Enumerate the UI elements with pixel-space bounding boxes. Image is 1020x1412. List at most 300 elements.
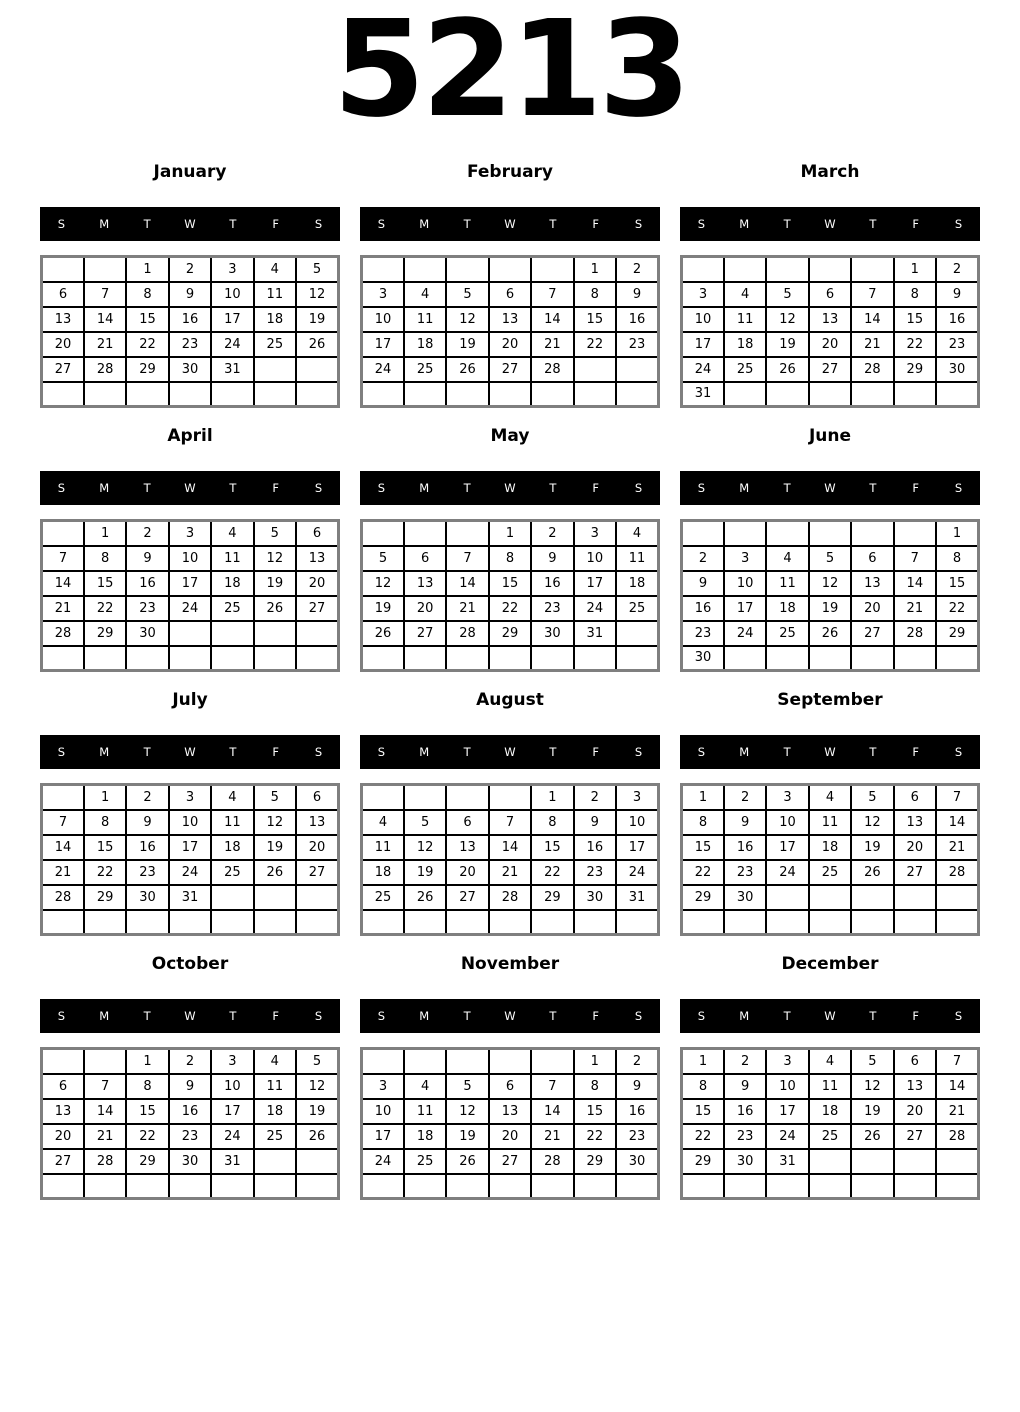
day-cell: 17	[362, 332, 404, 357]
empty-day-cell	[296, 1174, 338, 1199]
day-cell: 11	[254, 282, 296, 307]
day-cell: 7	[446, 546, 488, 571]
weekday-label: T	[143, 481, 151, 495]
day-cell: 27	[42, 1149, 84, 1174]
weekday-header	[40, 207, 340, 241]
week-row	[362, 521, 659, 546]
empty-day-cell	[894, 521, 936, 546]
empty-day-cell	[894, 885, 936, 910]
week-row	[42, 1074, 339, 1099]
weekday-label: T	[869, 217, 877, 231]
day-cell: 3	[362, 282, 404, 307]
day-cell: 26	[254, 860, 296, 885]
day-cell: 15	[489, 571, 531, 596]
day-cell: 8	[531, 810, 573, 835]
day-cell: 9	[682, 571, 724, 596]
week-row	[682, 885, 979, 910]
day-cell: 5	[296, 1049, 338, 1074]
month-block	[680, 162, 980, 408]
day-cell: 27	[851, 621, 893, 646]
day-cell: 23	[724, 1124, 766, 1149]
day-cell: 6	[809, 282, 851, 307]
day-cell: 4	[362, 810, 404, 835]
empty-day-cell	[809, 257, 851, 282]
week-row	[42, 910, 339, 935]
empty-day-cell	[894, 382, 936, 407]
empty-day-cell	[851, 646, 893, 671]
month-block	[40, 162, 340, 408]
empty-day-cell	[169, 1174, 211, 1199]
day-grid	[360, 783, 660, 936]
empty-day-cell	[809, 521, 851, 546]
empty-day-cell	[296, 646, 338, 671]
day-cell: 14	[894, 571, 936, 596]
day-cell: 27	[489, 357, 531, 382]
empty-day-cell	[682, 1174, 724, 1199]
day-cell: 25	[809, 860, 851, 885]
day-cell: 2	[126, 785, 168, 810]
day-cell: 22	[489, 596, 531, 621]
week-row	[682, 810, 979, 835]
day-cell: 15	[84, 571, 126, 596]
day-cell: 25	[404, 1149, 446, 1174]
week-row	[682, 1149, 979, 1174]
day-cell: 5	[254, 785, 296, 810]
day-cell: 31	[169, 885, 211, 910]
day-cell: 10	[211, 1074, 253, 1099]
day-cell: 29	[682, 1149, 724, 1174]
week-row	[42, 646, 339, 671]
weekday-header	[360, 471, 660, 505]
week-row	[42, 571, 339, 596]
weekday-label: M	[739, 745, 750, 759]
weekday-label: S	[634, 745, 643, 759]
day-cell: 19	[296, 307, 338, 332]
week-row	[362, 257, 659, 282]
week-row	[362, 571, 659, 596]
day-cell: 9	[724, 810, 766, 835]
day-cell: 30	[616, 1149, 658, 1174]
day-cell: 20	[296, 835, 338, 860]
day-cell: 4	[809, 1049, 851, 1074]
weekday-header	[40, 471, 340, 505]
week-row	[362, 357, 659, 382]
day-cell: 24	[169, 596, 211, 621]
day-cell: 30	[724, 1149, 766, 1174]
day-cell: 17	[766, 835, 808, 860]
empty-day-cell	[362, 785, 404, 810]
empty-day-cell	[616, 357, 658, 382]
day-cell: 3	[169, 521, 211, 546]
empty-day-cell	[211, 382, 253, 407]
day-cell: 1	[126, 1049, 168, 1074]
day-cell: 20	[446, 860, 488, 885]
day-cell: 28	[936, 860, 978, 885]
empty-day-cell	[42, 785, 84, 810]
weekday-label: F	[912, 481, 920, 495]
day-cell: 16	[126, 835, 168, 860]
week-row	[362, 332, 659, 357]
empty-day-cell	[894, 1174, 936, 1199]
day-cell: 8	[84, 546, 126, 571]
months-grid	[0, 162, 1020, 1200]
month-block	[40, 426, 340, 672]
day-cell: 4	[404, 1074, 446, 1099]
empty-day-cell	[851, 885, 893, 910]
day-cell: 6	[446, 810, 488, 835]
weekday-label: W	[504, 1009, 516, 1023]
weekday-label: W	[504, 481, 516, 495]
day-cell: 6	[42, 1074, 84, 1099]
weekday-label: T	[229, 481, 237, 495]
day-cell: 26	[851, 860, 893, 885]
day-cell: 30	[169, 1149, 211, 1174]
empty-day-cell	[766, 1174, 808, 1199]
empty-day-cell	[254, 357, 296, 382]
day-cell: 27	[809, 357, 851, 382]
week-row	[362, 621, 659, 646]
weekday-label: T	[783, 1009, 791, 1023]
day-cell: 16	[682, 596, 724, 621]
day-cell: 25	[362, 885, 404, 910]
day-cell: 27	[42, 357, 84, 382]
day-cell: 24	[211, 1124, 253, 1149]
empty-day-cell	[296, 382, 338, 407]
empty-day-cell	[404, 1049, 446, 1074]
empty-day-cell	[682, 257, 724, 282]
day-cell: 13	[851, 571, 893, 596]
weekday-label: T	[549, 745, 557, 759]
week-row	[362, 282, 659, 307]
day-cell: 24	[362, 1149, 404, 1174]
week-row	[42, 332, 339, 357]
week-row	[682, 521, 979, 546]
day-cell: 25	[254, 1124, 296, 1149]
month-block	[360, 426, 660, 672]
empty-day-cell	[169, 621, 211, 646]
day-cell: 7	[42, 810, 84, 835]
day-cell: 21	[84, 332, 126, 357]
weekday-label: M	[99, 1009, 110, 1023]
month-block	[680, 426, 980, 672]
week-row	[682, 1049, 979, 1074]
day-cell: 11	[211, 546, 253, 571]
day-cell: 9	[126, 810, 168, 835]
week-row	[42, 621, 339, 646]
day-cell: 11	[404, 307, 446, 332]
day-cell: 25	[404, 357, 446, 382]
empty-day-cell	[682, 910, 724, 935]
weekday-label: T	[549, 1009, 557, 1023]
weekday-label: T	[143, 745, 151, 759]
day-cell: 18	[809, 835, 851, 860]
empty-day-cell	[766, 646, 808, 671]
year-title: 5213	[332, 0, 688, 147]
empty-day-cell	[296, 621, 338, 646]
week-row	[362, 596, 659, 621]
day-cell: 29	[489, 621, 531, 646]
empty-day-cell	[809, 646, 851, 671]
empty-day-cell	[616, 910, 658, 935]
day-cell: 9	[616, 1074, 658, 1099]
day-cell: 26	[296, 332, 338, 357]
day-cell: 19	[404, 860, 446, 885]
empty-day-cell	[404, 785, 446, 810]
day-cell: 29	[84, 621, 126, 646]
week-row	[42, 382, 339, 407]
empty-day-cell	[84, 1049, 126, 1074]
empty-day-cell	[531, 257, 573, 282]
day-cell: 23	[574, 860, 616, 885]
empty-day-cell	[42, 910, 84, 935]
empty-day-cell	[851, 1149, 893, 1174]
day-cell: 27	[894, 1124, 936, 1149]
day-cell: 7	[936, 1049, 978, 1074]
day-cell: 18	[404, 332, 446, 357]
week-row	[362, 1149, 659, 1174]
week-row	[682, 910, 979, 935]
day-cell: 12	[766, 307, 808, 332]
day-cell: 26	[404, 885, 446, 910]
day-cell: 23	[169, 1124, 211, 1149]
empty-day-cell	[531, 646, 573, 671]
weekday-header	[680, 207, 980, 241]
weekday-label: W	[504, 745, 516, 759]
day-cell: 19	[446, 1124, 488, 1149]
weekday-label: M	[99, 745, 110, 759]
day-cell: 8	[574, 282, 616, 307]
weekday-label: T	[783, 745, 791, 759]
weekday-label: S	[377, 217, 386, 231]
day-cell: 30	[126, 885, 168, 910]
day-cell: 16	[531, 571, 573, 596]
day-cell: 7	[851, 282, 893, 307]
month-block	[360, 954, 660, 1200]
day-cell: 12	[851, 810, 893, 835]
empty-day-cell	[936, 910, 978, 935]
day-cell: 27	[404, 621, 446, 646]
month-block	[360, 690, 660, 936]
empty-day-cell	[84, 257, 126, 282]
empty-day-cell	[616, 646, 658, 671]
day-cell: 18	[254, 307, 296, 332]
day-grid	[680, 1047, 980, 1200]
week-row	[682, 1174, 979, 1199]
empty-day-cell	[809, 885, 851, 910]
day-cell: 14	[84, 1099, 126, 1124]
day-cell: 23	[936, 332, 978, 357]
day-cell: 18	[362, 860, 404, 885]
day-cell: 10	[724, 571, 766, 596]
day-cell: 28	[936, 1124, 978, 1149]
empty-day-cell	[766, 521, 808, 546]
weekday-label: W	[184, 217, 196, 231]
day-cell: 30	[574, 885, 616, 910]
day-cell: 12	[404, 835, 446, 860]
day-cell: 30	[169, 357, 211, 382]
empty-day-cell	[42, 521, 84, 546]
week-row	[682, 596, 979, 621]
day-cell: 28	[42, 885, 84, 910]
day-cell: 10	[362, 307, 404, 332]
empty-day-cell	[724, 646, 766, 671]
month-title: March	[800, 162, 860, 182]
day-cell: 7	[894, 546, 936, 571]
day-cell: 5	[404, 810, 446, 835]
empty-day-cell	[616, 1174, 658, 1199]
empty-day-cell	[809, 382, 851, 407]
day-cell: 14	[489, 835, 531, 860]
weekday-label: W	[824, 1009, 836, 1023]
day-cell: 21	[489, 860, 531, 885]
day-cell: 7	[489, 810, 531, 835]
week-row	[42, 596, 339, 621]
weekday-label: T	[229, 217, 237, 231]
empty-day-cell	[211, 910, 253, 935]
weekday-label: M	[419, 1009, 430, 1023]
day-grid	[40, 519, 340, 672]
day-cell: 22	[682, 1124, 724, 1149]
day-cell: 19	[446, 332, 488, 357]
weekday-header	[680, 735, 980, 769]
weekday-label: F	[912, 1009, 920, 1023]
day-cell: 13	[809, 307, 851, 332]
empty-day-cell	[809, 1174, 851, 1199]
weekday-label: M	[99, 217, 110, 231]
day-cell: 1	[894, 257, 936, 282]
day-cell: 17	[211, 307, 253, 332]
day-cell: 4	[809, 785, 851, 810]
week-row	[42, 1049, 339, 1074]
empty-day-cell	[169, 382, 211, 407]
day-cell: 17	[169, 835, 211, 860]
day-cell: 15	[936, 571, 978, 596]
day-cell: 13	[296, 810, 338, 835]
day-grid	[40, 255, 340, 408]
day-cell: 31	[682, 382, 724, 407]
day-cell: 6	[489, 282, 531, 307]
day-cell: 10	[362, 1099, 404, 1124]
day-cell: 22	[531, 860, 573, 885]
empty-day-cell	[42, 1174, 84, 1199]
day-cell: 29	[682, 885, 724, 910]
day-cell: 20	[404, 596, 446, 621]
empty-day-cell	[254, 621, 296, 646]
day-cell: 1	[531, 785, 573, 810]
weekday-label: S	[634, 1009, 643, 1023]
day-cell: 3	[211, 257, 253, 282]
day-cell: 28	[531, 1149, 573, 1174]
day-cell: 25	[809, 1124, 851, 1149]
weekday-label: S	[377, 1009, 386, 1023]
day-cell: 20	[894, 1099, 936, 1124]
empty-day-cell	[682, 521, 724, 546]
empty-day-cell	[531, 1049, 573, 1074]
empty-day-cell	[42, 257, 84, 282]
day-cell: 3	[574, 521, 616, 546]
day-cell: 17	[169, 571, 211, 596]
day-cell: 6	[42, 282, 84, 307]
weekday-label: T	[869, 745, 877, 759]
day-cell: 16	[724, 1099, 766, 1124]
empty-day-cell	[531, 1174, 573, 1199]
month-title: June	[808, 426, 852, 446]
day-cell: 7	[531, 282, 573, 307]
empty-day-cell	[254, 885, 296, 910]
day-cell: 7	[84, 1074, 126, 1099]
month-title: October	[151, 954, 229, 974]
day-cell: 28	[851, 357, 893, 382]
day-cell: 31	[211, 1149, 253, 1174]
empty-day-cell	[851, 910, 893, 935]
day-cell: 19	[296, 1099, 338, 1124]
week-row	[42, 307, 339, 332]
day-cell: 23	[682, 621, 724, 646]
day-cell: 2	[936, 257, 978, 282]
week-row	[42, 257, 339, 282]
empty-day-cell	[404, 910, 446, 935]
month-title: August	[476, 690, 544, 710]
empty-day-cell	[254, 646, 296, 671]
empty-day-cell	[362, 646, 404, 671]
day-cell: 18	[254, 1099, 296, 1124]
weekday-header	[360, 735, 660, 769]
day-cell: 5	[362, 546, 404, 571]
day-cell: 6	[296, 521, 338, 546]
empty-day-cell	[724, 910, 766, 935]
empty-day-cell	[809, 1149, 851, 1174]
day-grid	[360, 255, 660, 408]
empty-day-cell	[489, 646, 531, 671]
day-cell: 23	[126, 860, 168, 885]
weekday-label: T	[783, 481, 791, 495]
day-cell: 24	[211, 332, 253, 357]
weekday-label: S	[697, 1009, 706, 1023]
empty-day-cell	[362, 257, 404, 282]
week-row	[42, 835, 339, 860]
empty-day-cell	[766, 885, 808, 910]
week-row	[682, 307, 979, 332]
day-cell: 28	[84, 357, 126, 382]
weekday-label: F	[592, 745, 600, 759]
day-cell: 3	[616, 785, 658, 810]
empty-day-cell	[489, 382, 531, 407]
week-row	[42, 1149, 339, 1174]
empty-day-cell	[574, 646, 616, 671]
day-cell: 11	[616, 546, 658, 571]
day-cell: 4	[211, 785, 253, 810]
empty-day-cell	[724, 257, 766, 282]
weekday-label: S	[57, 217, 66, 231]
day-cell: 27	[296, 596, 338, 621]
weekday-label: T	[463, 217, 471, 231]
day-cell: 22	[84, 860, 126, 885]
weekday-label: S	[377, 745, 386, 759]
day-cell: 29	[126, 357, 168, 382]
week-row	[42, 885, 339, 910]
empty-day-cell	[936, 885, 978, 910]
empty-day-cell	[404, 1174, 446, 1199]
day-cell: 21	[446, 596, 488, 621]
week-row	[682, 860, 979, 885]
day-cell: 8	[84, 810, 126, 835]
empty-day-cell	[211, 885, 253, 910]
day-cell: 1	[84, 521, 126, 546]
day-cell: 24	[574, 596, 616, 621]
empty-day-cell	[211, 621, 253, 646]
weekday-label: S	[697, 481, 706, 495]
weekday-label: M	[739, 217, 750, 231]
